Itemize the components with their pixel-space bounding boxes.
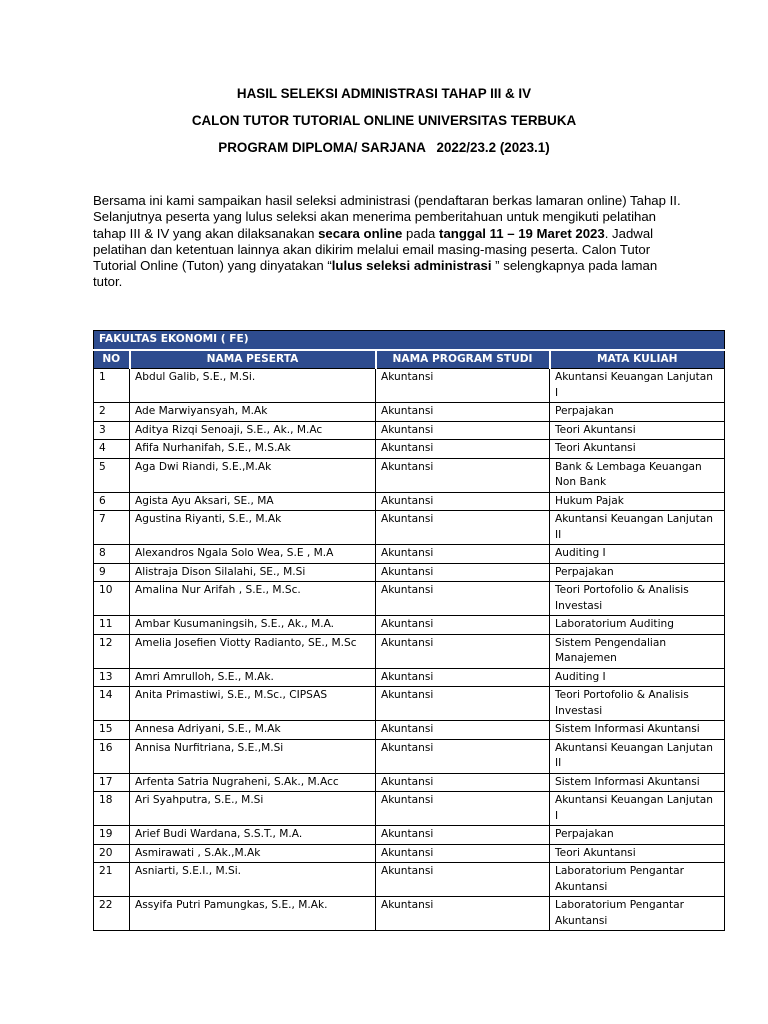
table-row [94,863,725,897]
row-no: 5 [94,458,130,492]
row-no: 22 [94,897,130,931]
table-row [94,773,725,792]
row-program-studi: Akuntansi [376,668,550,687]
row-mata-kuliah: Hukum Pajak [550,492,725,511]
row-nama-peserta: Asniarti, S.E.I., M.Si. [130,863,376,897]
table-body [94,369,725,931]
row-mata-kuliah: Bank & Lembaga Keuangan Non Bank [550,458,725,492]
row-program-studi: Akuntansi [376,792,550,826]
table-row [94,511,725,545]
header-no: NO [94,350,130,369]
row-nama-peserta: Agustina Riyanti, S.E., M.Ak [130,511,376,545]
row-mata-kuliah: Laboratorium Pengantar Akuntansi [550,897,725,931]
title-line-2: CALON TUTOR TUTORIAL ONLINE UNIVERSITAS TERBUKA [191,113,577,128]
row-nama-peserta: Alexandros Ngala Solo Wea, S.E , M.A [130,545,376,564]
table-row [94,563,725,582]
row-no: 13 [94,668,130,687]
row-mata-kuliah: Sistem Informasi Akuntansi [550,773,725,792]
row-nama-peserta: Alistraja Dison Silalahi, SE., M.Si [130,563,376,582]
row-program-studi: Akuntansi [376,511,550,545]
row-no: 4 [94,440,130,459]
row-nama-peserta: Annisa Nurfitriana, S.E.,M.Si [130,739,376,773]
intro-text-1: Bersama ini kami sampaikan hasil seleksi administrasi (pendaftaran berkas lamaran online) Tahap II. Selanjutnya peserta yang lulus seleksi akan menerima pemberitahuan untuk mengikuti pelatihan tahap III & IV yang akan dilaksanakan [93,193,681,241]
row-mata-kuliah: Auditing I [550,545,725,564]
row-nama-peserta: Aga Dwi Riandi, S.E.,M.Ak [130,458,376,492]
row-no: 6 [94,492,130,511]
header-nama-peserta: NAMA PESERTA [130,350,376,369]
row-nama-peserta: Ade Marwiyansyah, M.Ak [130,403,376,422]
row-mata-kuliah: Akuntansi Keuangan Lanjutan I [550,792,725,826]
row-mata-kuliah: Akuntansi Keuangan Lanjutan II [550,511,725,545]
row-mata-kuliah: Laboratorium Auditing [550,616,725,635]
faculty-row [94,331,725,350]
row-no: 18 [94,792,130,826]
row-no: 17 [94,773,130,792]
row-nama-peserta: Amri Amrulloh, S.E., M.Ak. [130,668,376,687]
row-no: 1 [94,369,130,403]
row-nama-peserta: Amelia Josefien Viotty Radianto, SE., M.Sc [130,634,376,668]
table-row [94,440,725,459]
table-row [94,792,725,826]
table-row [94,421,725,440]
row-program-studi: Akuntansi [376,369,550,403]
row-program-studi: Akuntansi [376,421,550,440]
row-program-studi: Akuntansi [376,545,550,564]
title-line-3: PROGRAM DIPLOMA/ SARJANA 2022/23.2 (2023.1) [218,140,550,155]
row-nama-peserta: Asmirawati , S.Ak.,M.Ak [130,844,376,863]
row-nama-peserta: Arfenta Satria Nugraheni, S.Ak., M.Acc [130,773,376,792]
table-row [94,403,725,422]
table-row [94,739,725,773]
row-nama-peserta: Abdul Galib, S.E., M.Si. [130,369,376,403]
table-row [94,897,725,931]
intro-paragraph [93,193,683,291]
table-row [94,721,725,740]
row-program-studi: Akuntansi [376,897,550,931]
row-nama-peserta: Ambar Kusumaningsih, S.E., Ak., M.A. [130,616,376,635]
header-program-studi: NAMA PROGRAM STUDI [376,350,550,369]
table-row [94,492,725,511]
row-nama-peserta: Anita Primastiwi, S.E., M.Sc., CIPSAS [130,687,376,721]
row-nama-peserta: Agista Ayu Aksari, SE., MA [130,492,376,511]
row-nama-peserta: Amalina Nur Arifah , S.E., M.Sc. [130,582,376,616]
row-no: 7 [94,511,130,545]
row-program-studi: Akuntansi [376,563,550,582]
table-row [94,826,725,845]
row-program-studi: Akuntansi [376,634,550,668]
faculty-label: FAKULTAS EKONOMI ( FE) [94,331,725,350]
row-nama-peserta: Afifa Nurhanifah, S.E., M.S.Ak [130,440,376,459]
table-row [94,634,725,668]
row-program-studi: Akuntansi [376,403,550,422]
table-row [94,545,725,564]
row-no: 12 [94,634,130,668]
row-no: 19 [94,826,130,845]
row-nama-peserta: Ari Syahputra, S.E., M.Si [130,792,376,826]
row-nama-peserta: Arief Budi Wardana, S.S.T., M.A. [130,826,376,845]
row-no: 21 [94,863,130,897]
table-row [94,668,725,687]
intro-text-3: . Jadwal pelatihan dan ketentuan lainnya akan dikirim melalui email masing-masing peserta. Calon Tutor Tutorial Online (Tuton) yang dinyatakan “ [93,225,654,274]
row-no: 3 [94,421,130,440]
row-mata-kuliah: Akuntansi Keuangan Lanjutan I [550,369,725,403]
intro-bold-lulus: lulus seleksi administrasi [331,258,492,274]
row-mata-kuliah: Perpajakan [550,826,725,845]
title-line-1: HASIL SELEKSI ADMINISTRASI TAHAP III & IV [236,86,532,101]
intro-text-4: ” selengkapnya pada laman tutor. [93,258,658,290]
intro-bold-date: tanggal 11 – 19 Maret 2023 [439,225,605,241]
row-mata-kuliah: Teori Akuntansi [550,440,725,459]
row-program-studi: Akuntansi [376,616,550,635]
row-program-studi: Akuntansi [376,687,550,721]
row-no: 10 [94,582,130,616]
row-program-studi: Akuntansi [376,863,550,897]
row-nama-peserta: Assyifa Putri Pamungkas, S.E., M.Ak. [130,897,376,931]
row-mata-kuliah: Teori Akuntansi [550,421,725,440]
row-mata-kuliah: Sistem Pengendalian Manajemen [550,634,725,668]
row-program-studi: Akuntansi [376,844,550,863]
row-no: 14 [94,687,130,721]
row-no: 2 [94,403,130,422]
row-program-studi: Akuntansi [376,773,550,792]
table-row [94,687,725,721]
row-no: 9 [94,563,130,582]
row-program-studi: Akuntansi [376,582,550,616]
table-row [94,844,725,863]
document-titles [0,86,768,156]
row-no: 20 [94,844,130,863]
row-nama-peserta: Annesa Adriyani, S.E., M.Ak [130,721,376,740]
intro-bold-online: secara online [318,225,403,241]
row-program-studi: Akuntansi [376,739,550,773]
row-mata-kuliah: Teori Akuntansi [550,844,725,863]
row-mata-kuliah: Sistem Informasi Akuntansi [550,721,725,740]
row-program-studi: Akuntansi [376,826,550,845]
table-row [94,458,725,492]
results-table [93,330,725,931]
row-program-studi: Akuntansi [376,492,550,511]
table-row [94,369,725,403]
row-program-studi: Akuntansi [376,440,550,459]
row-mata-kuliah: Teori Portofolio & Analisis Investasi [550,582,725,616]
table-row [94,616,725,635]
row-program-studi: Akuntansi [376,721,550,740]
row-mata-kuliah: Perpajakan [550,403,725,422]
row-no: 8 [94,545,130,564]
row-no: 11 [94,616,130,635]
row-mata-kuliah: Teori Portofolio & Analisis Investasi [550,687,725,721]
row-program-studi: Akuntansi [376,458,550,492]
row-nama-peserta: Aditya Rizqi Senoaji, S.E., Ak., M.Ac [130,421,376,440]
row-no: 16 [94,739,130,773]
row-mata-kuliah: Laboratorium Pengantar Akuntansi [550,863,725,897]
row-mata-kuliah: Perpajakan [550,563,725,582]
intro-text-2: pada [402,225,440,241]
header-mata-kuliah: MATA KULIAH [550,350,725,369]
row-no: 15 [94,721,130,740]
row-mata-kuliah: Auditing I [550,668,725,687]
table-row [94,582,725,616]
row-mata-kuliah: Akuntansi Keuangan Lanjutan II [550,739,725,773]
header-row [94,350,725,369]
